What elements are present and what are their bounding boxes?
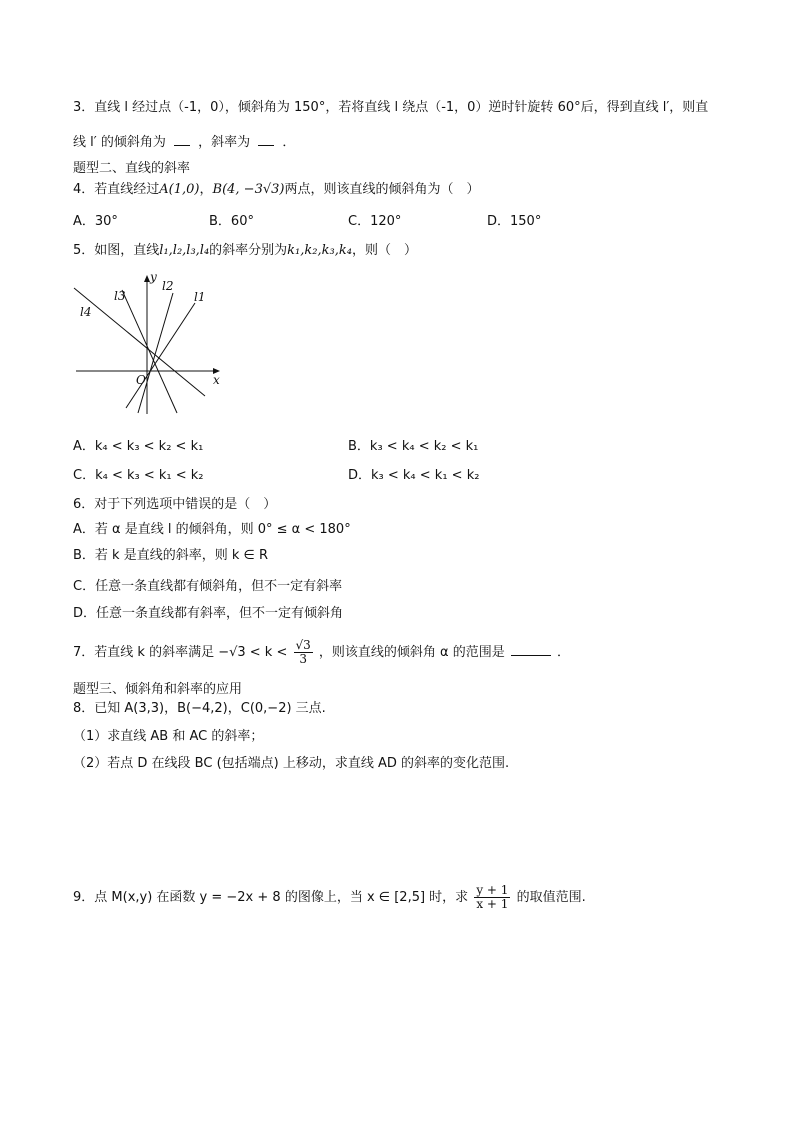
line-l1 [126, 303, 195, 408]
q5-option-d: D．k₃ < k₄ < k₁ < k₂ [348, 468, 480, 483]
q4-option-d: D．150° [487, 214, 542, 229]
q5-lines: l₁,l₂,l₃,l₄ [159, 243, 210, 258]
q5-line-graph [70, 268, 230, 418]
q4-point-a: A(1,0) [159, 182, 200, 197]
q3-line1: 3．直线 l 经过点（-1，0），倾斜角为 150°，若将直线 l 绕点（-1，0）逆时针旋转 60°后，得到直线 l′，则直 [73, 100, 709, 115]
q4-option-b: B．60° [209, 214, 254, 229]
q5-option-b: B．k₃ < k₄ < k₂ < k₁ [348, 439, 479, 454]
q6-option-d: D．任意一条直线都有斜率，但不一定有倾斜角 [73, 606, 344, 621]
label-l3: l3 [114, 289, 126, 303]
q7-stem-c: ． [557, 645, 571, 660]
q9-frac-den: x + 1 [476, 897, 509, 911]
q9-stem-a: 9．点 M(x,y) 在函数 y = −2x + 8 的图像上，当 x ∈ [2,5] 时，求 [73, 890, 469, 905]
label-l2: l2 [162, 279, 174, 293]
q8-part2: （2）若点 D 在线段 BC (包括端点) 上移动，求直线 AD 的斜率的变化范围. [73, 756, 510, 771]
q4-point-b: B(4, −3√3) [212, 182, 285, 197]
q4-stem-b: 两点，则该直线的倾斜角为（ ） [284, 182, 480, 197]
q3-blank-slope[interactable] [258, 133, 274, 146]
q4-sep: ， [199, 182, 213, 197]
q3-line2-a: 线 l′ 的倾斜角为 [73, 135, 166, 150]
label-l1: l1 [194, 290, 206, 304]
q4-option-c: C．120° [348, 214, 402, 229]
q4-stem [73, 180, 479, 200]
q9-frac-num: y + 1 [476, 883, 509, 897]
q5-option-c: C．k₄ < k₃ < k₁ < k₂ [73, 468, 204, 483]
q7-fraction [294, 639, 313, 666]
q9-fraction [474, 884, 510, 911]
y-axis-label: y [150, 270, 157, 284]
q7-frac-den: 3 [299, 652, 307, 666]
q7-stem-b: ，则该直线的倾斜角 α 的范围是 [318, 645, 505, 660]
q7-frac-num: √3 [295, 638, 311, 652]
q6-option-b: B．若 k 是直线的斜率，则 k ∈ R [73, 548, 268, 563]
section-heading-3: 题型三、倾斜角和斜率的应用 [73, 682, 243, 697]
section-heading-2: 题型二、直线的斜率 [73, 161, 191, 176]
q7-stem-a: 7．若直线 k 的斜率满足 −√3 < k < [73, 645, 288, 660]
origin-label: O [136, 373, 146, 387]
line-l2 [138, 293, 173, 413]
q5-stem-b: 的斜率分别为 [209, 243, 288, 258]
q6-stem: 6．对于下列选项中错误的是（ ） [73, 497, 277, 512]
q3-line2-c: ． [282, 135, 296, 150]
q6-option-a: A．若 α 是直线 l 的倾斜角，则 0° ≤ α < 180° [73, 522, 351, 537]
q7-stem [73, 636, 570, 670]
q5-stem-c: ，则（ ） [351, 243, 417, 258]
q8-part1: （1）求直线 AB 和 AC 的斜率； [73, 729, 264, 744]
x-axis-label: x [213, 373, 220, 387]
q9-stem-b: 的取值范围. [516, 890, 586, 905]
q4-stem-a: 4．若直线经过 [73, 182, 160, 197]
q6-option-c: C．任意一条直线都有倾斜角，但不一定有斜率 [73, 579, 343, 594]
q3-blank-angle[interactable] [174, 133, 190, 146]
q7-answer-blank[interactable] [511, 643, 551, 656]
label-l4: l4 [80, 305, 92, 319]
q3-line2-b: ，斜率为 [198, 135, 251, 150]
q9-stem [73, 881, 586, 915]
q3-line2 [73, 133, 295, 153]
q5-stem-a: 5．如图，直线 [73, 243, 160, 258]
q5-stem [73, 241, 417, 261]
q5-slopes: k₁,k₂,k₃,k₄ [287, 243, 352, 258]
q5-option-a: A．k₄ < k₃ < k₂ < k₁ [73, 439, 204, 454]
q4-option-a: A．30° [73, 214, 118, 229]
q8-stem: 8．已知 A(3,3)，B(−4,2)，C(0,−2) 三点. [73, 701, 326, 716]
